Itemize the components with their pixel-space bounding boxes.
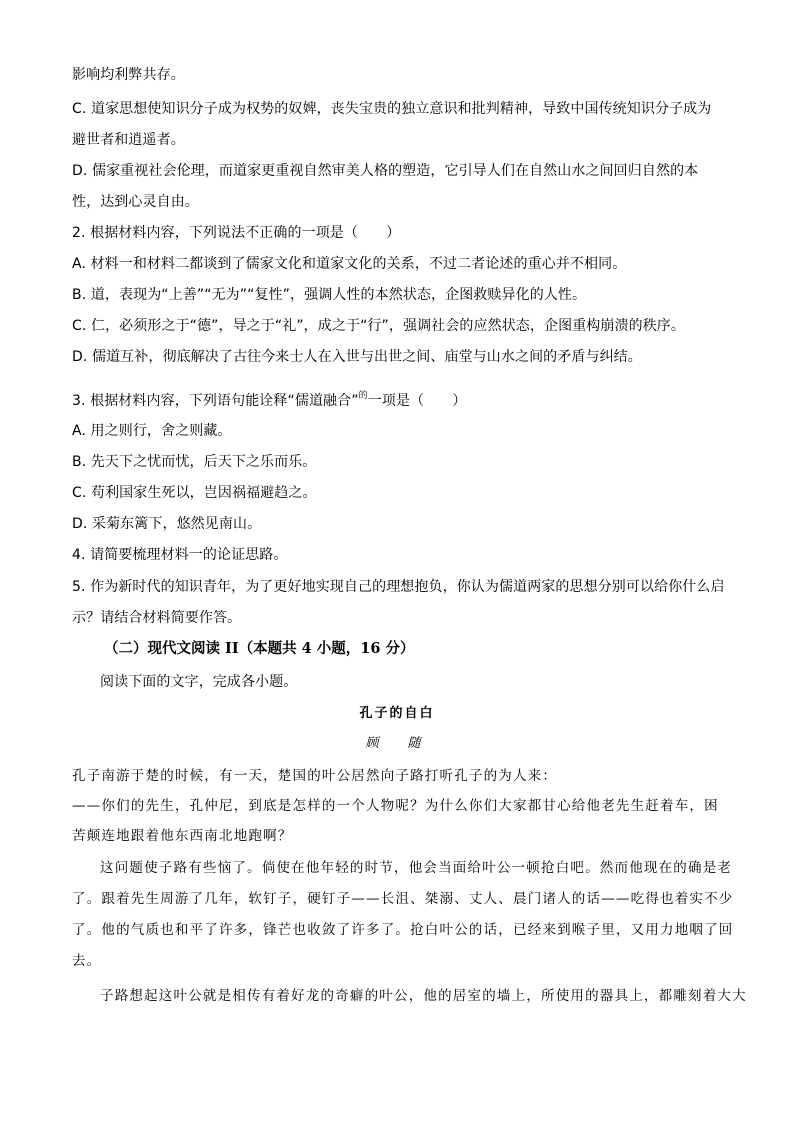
article-author: 顾 随 <box>365 736 429 751</box>
question-2-option-d: D. 儒道互补，彻底解决了古往今来士人在入世与出世之间、庙堂与山水之间的矛盾与纠结。 <box>72 349 642 365</box>
text-line: 性，达到心灵自由。 <box>72 194 199 210</box>
question-3-option-c: C. 苟利国家生死以，岂因祸福避趋之。 <box>72 485 317 501</box>
article-paragraph: 了。他的气质也和平了许多，锋芒也收敛了许多了。抢白叶公的话，已经来到喉子里，又用力地咽了回 <box>72 922 734 938</box>
section-heading: （二）现代文阅读 II（本题共 4 小题，16 分） <box>104 640 415 657</box>
question-3-text-end: 一项是（ ） <box>367 393 467 409</box>
question-3 <box>72 386 732 411</box>
article-paragraph: 孔子南游于楚的时候，有一天，楚国的叶公居然向子路打听孔子的为人来： <box>72 768 558 784</box>
question-3-option-d: D. 采菊东篱下，悠然见南山。 <box>72 516 262 532</box>
question-3-text: 3. 根据材料内容，下列语句能诠释“儒道融合” <box>72 393 359 409</box>
question-3-option-b: B. 先天下之忧而忧，后天下之乐而乐。 <box>72 454 317 470</box>
article-paragraph: ——你们的先生，孔仲尼，到底是怎样的一个人物呢？为什么你们大家都甘心给他老先生赶着车，困 <box>72 798 719 814</box>
option-c-line: C. 道家思想使知识分子成为权势的奴婢，丧失宝贵的独立意识和批判精神，导致中国传统知识分子成为 <box>72 101 712 117</box>
question-2-option-b: B. 道，表现为“上善”“无为”“复性”，强调人性的本然状态，企图救赎异化的人性。 <box>72 287 587 303</box>
article-paragraph: 去。 <box>72 953 102 969</box>
article-paragraph: 这问题使子路有些恼了。倘使在他年轻的时节，他会当面给叶公一顿抢白吧。然而他现在的确是老 <box>100 860 733 876</box>
article-paragraph: 了。跟着先生周游了几年，软钉子，硬钉子——长沮、桀溺、丈人、晨门诸人的话——吃得也着实不少 <box>72 891 734 907</box>
question-2: 2. 根据材料内容，下列说法不正确的一项是（ ） <box>72 225 401 241</box>
question-5: 5. 作为新时代的知识青年，为了更好地实现自己的理想抱负，你认为儒道两家的思想分别可以给你什么启 <box>72 579 725 595</box>
question-2-option-c: C. 仁，必须形之于“德”，导之于“礼”，成之于“行”，强调社会的应然状态，企图重构崩溃的秩序。 <box>72 318 685 334</box>
text-line: 避世者和逍遥者。 <box>72 132 185 148</box>
question-4: 4. 请简要梳理材料一的论证思路。 <box>72 547 288 563</box>
question-5-cont: 示？请结合材料简要作答。 <box>72 610 242 626</box>
option-d-line: D. 儒家重视社会伦理，而道家更重视自然审美人格的塑造，它引导人们在自然山水之间回归自然的本 <box>72 163 699 179</box>
article-paragraph: 子路想起这叶公就是相传有着好龙的奇癖的叶公，他的居室的墙上，所使用的器具上，都雕刻着大大 <box>100 988 747 1004</box>
question-2-option-a: A. 材料一和材料二都谈到了儒家文化和道家文化的关系，不过二者论述的重心并不相同。 <box>72 256 627 272</box>
question-3-sup: 的 <box>358 391 368 401</box>
question-3-option-a: A. 用之则行，舍之则藏。 <box>72 423 232 439</box>
instruction: 阅读下面的文字，完成各小题。 <box>100 674 298 690</box>
article-title: 孔子的自白 <box>359 706 435 721</box>
text-line: 影响均利弊共存。 <box>72 67 185 83</box>
article-paragraph: 苦颠连地跟着他东西南北地跑啊？ <box>72 828 293 844</box>
